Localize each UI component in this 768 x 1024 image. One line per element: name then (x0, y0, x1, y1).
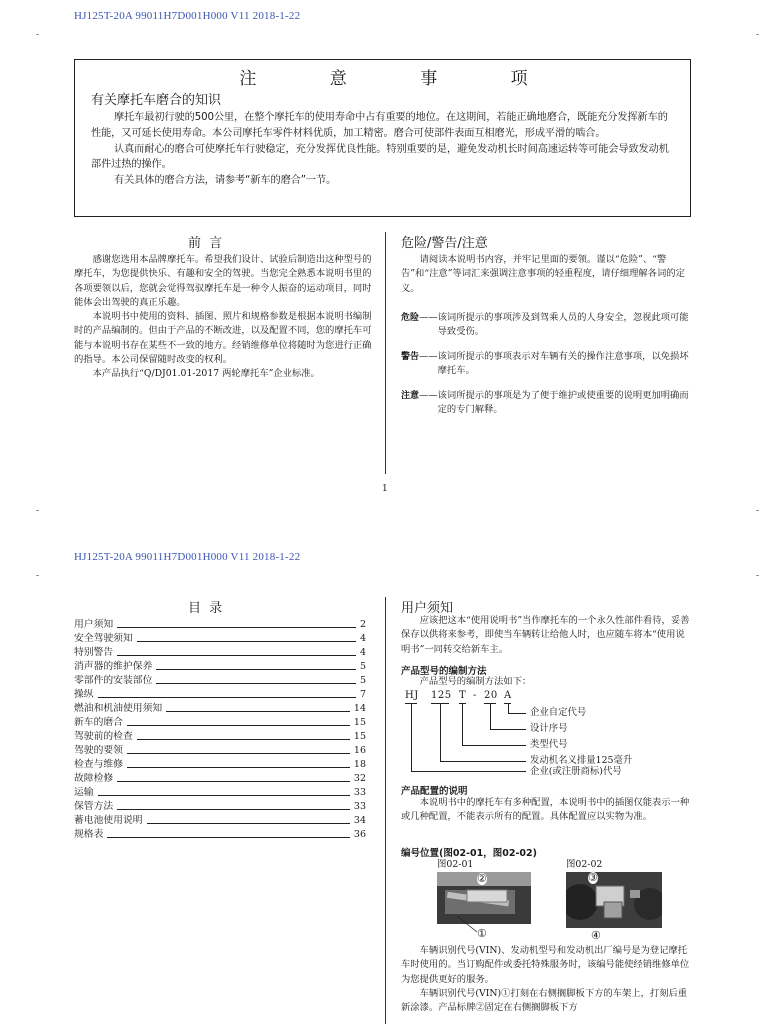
toc-leader (117, 627, 356, 628)
toc-leader (137, 739, 350, 740)
danger-title: 危险/警告/注意 (401, 236, 488, 251)
page-header: HJ125T-20A 99011H7D001H000 V11 2018-1-22 (74, 551, 301, 563)
toc-page: 15 (353, 717, 366, 728)
user-notice-intro (401, 614, 693, 657)
term-label: 注意 (401, 391, 420, 401)
toc-page: 36 (353, 829, 366, 840)
page-header: HJ125T-20A 99011H7D001H000 V11 2018-1-22 (74, 10, 301, 22)
toc-label: 驾驶前的检查 (74, 731, 133, 742)
code-label: 类型代号 (530, 739, 568, 750)
danger-intro (401, 253, 693, 296)
term-label: 警告 (401, 352, 420, 362)
preface-title: 前 言 (188, 236, 225, 251)
danger-intro-text: 请阅读本说明书内容，并牢记里面的要领。谨以“危险”、“警告”和“注意”等词汇来强调注意事项的轻重程度，请仔细理解各词的定义。 (401, 254, 685, 294)
preface-paragraph: 本说明书中使用的资料、插图、照片和规格参数是根据本说明书编制时的产品编制的。但由于产品的不断改进，以及配置不同，您的摩托车可能与本说明书存在某些不一致的地方。经销维修单位将随时为您进行正确的指导。本公司保留随时改变的权利。 (74, 311, 372, 366)
toc-page: 7 (359, 689, 366, 700)
figure-caption: 图02-02 (566, 859, 603, 870)
toc-page: 5 (359, 675, 366, 686)
toc-leader (156, 683, 356, 684)
toc-leader (98, 697, 356, 698)
toc-label: 新车的磨合 (74, 717, 123, 728)
term-label: 危险 (401, 313, 420, 323)
config-body (401, 796, 693, 825)
crop-mark (36, 34, 39, 35)
toc-label: 零部件的安装部位 (74, 675, 153, 686)
toc-row[interactable] (74, 800, 366, 814)
toc-row[interactable] (74, 786, 366, 800)
toc-label: 驾驶的要领 (74, 745, 123, 756)
code-part: A (504, 690, 512, 701)
page-number: 1 (382, 484, 388, 494)
vin-body (401, 944, 693, 1015)
toc-row[interactable] (74, 674, 366, 688)
figure-caption: 图02-01 (437, 859, 474, 870)
config-title: 产品配置的说明 (401, 786, 468, 797)
toc-label: 燃油和机油使用须知 (74, 703, 163, 714)
term-text: 该词所提示的事项表示对车辆有关的操作注意事项，以免损坏摩托车。 (437, 351, 689, 377)
toc-row[interactable] (74, 716, 366, 730)
crop-mark (756, 34, 759, 35)
toc-title: 目 录 (188, 601, 225, 616)
figure-02-01 (437, 872, 531, 948)
callout-marker: ② (477, 872, 487, 885)
toc-leader (117, 655, 356, 656)
vin-paragraph: 车辆识别代号(VIN)、发动机型号和发动机出厂编号是为登记摩托车时使用的。当订购配件或委托特殊服务时，该编号能使经销维修单位为您提供更好的服务。 (401, 945, 690, 985)
toc-label: 保管方法 (74, 801, 114, 812)
code-label: 设计序号 (530, 723, 568, 734)
toc-row[interactable] (74, 772, 366, 786)
model-intro-text: 产品型号的编制方法如下： (419, 676, 532, 687)
toc-page: 16 (353, 745, 366, 756)
term-dash: —— (419, 390, 438, 401)
column-divider (385, 597, 386, 1024)
model-title: 产品型号的编制方法 (401, 666, 487, 677)
notice-box (74, 59, 691, 217)
toc-row[interactable] (74, 660, 366, 674)
position-title: 编号位置(图02-01，图02-02) (401, 848, 537, 859)
user-notice-title: 用户须知 (401, 601, 454, 616)
toc-leader (127, 725, 350, 726)
notice-subtitle: 有关摩托车磨合的知识 (91, 93, 222, 108)
toc-leader (117, 781, 350, 782)
callout-marker: ④ (591, 929, 601, 942)
toc-row[interactable] (74, 646, 366, 660)
toc-leader (117, 809, 350, 810)
toc-row[interactable] (74, 814, 366, 828)
toc-page: 4 (359, 633, 366, 644)
term-danger (401, 311, 693, 340)
toc-page: 34 (353, 815, 366, 826)
toc-leader (127, 753, 350, 754)
notice-paragraph: 摩托车最初行驶的500公里，在整个摩托车的使用寿命中占有重要的地位。在这期间，若能正确地磨合，既能充分发挥新车的性能，又可延长使用寿命。本公司摩托车零件材料优质，加工精密。磨合可使部件表面互相磨光，形成平滑的啮合。 (91, 112, 668, 139)
crop-mark (36, 510, 39, 511)
toc-row[interactable] (74, 744, 366, 758)
toc-label: 消声器的维护保养 (74, 661, 153, 672)
toc-page: 32 (353, 773, 366, 784)
toc-leader (107, 837, 350, 838)
config-text: 本说明书中的摩托车有多种配置，本说明书中的插图仅能表示一种或几种配置，不能表示所有的配置。具体配置应以实物为准。 (401, 797, 690, 823)
toc-label: 故障检修 (74, 773, 114, 784)
toc-label: 规格表 (74, 829, 104, 840)
toc-leader (137, 641, 356, 642)
toc-label: 安全驾驶须知 (74, 633, 133, 644)
toc-page: 15 (353, 731, 366, 742)
toc-leader (147, 823, 350, 824)
notice-paragraph: 认真而耐心的磨合可使摩托车行驶稳定，充分发挥优良性能。特别重要的是，避免发动机长时间高速运转等可能会导致发动机部件过热的操作。 (91, 143, 669, 171)
toc-label: 检查与维修 (74, 759, 123, 770)
callout-marker: ③ (588, 871, 598, 884)
notice-paragraph: 有关具体的磨合方法，请参考“新车的磨合”一节。 (114, 175, 337, 187)
column-divider (385, 232, 386, 474)
vin-paragraph: 车辆识别代号(VIN)①打刻在右侧搁脚板下方的车架上，打刻后重新涂漆。产品标牌②固定在右侧搁脚板下方 (401, 987, 688, 1014)
preface-body (74, 253, 377, 382)
toc-page: 14 (353, 703, 366, 714)
notice-title: 注 意 事 项 (239, 69, 562, 89)
toc-page: 2 (359, 619, 366, 630)
code-part: HJ (405, 690, 419, 701)
term-text: 该词所提示的事项是为了便于维护或使重要的说明更加明确而定的专门解释。 (437, 390, 689, 416)
toc-row[interactable] (74, 758, 366, 772)
crop-mark (756, 575, 759, 576)
term-warning (401, 350, 693, 379)
toc-label: 操纵 (74, 689, 94, 700)
preface-paragraph: 感谢您选用本品牌摩托车。希望我们设计、试验后制造出这种型号的摩托车，为您提供快乐、有趣和安全的驾驶。当您完全熟悉本说明书里的各项要领以后，您就会觉得驾驭摩托车是一种令人振奋的运动项目，同时能体会出驾驶的真正乐趣。 (74, 254, 372, 308)
toc-leader (166, 711, 350, 712)
toc-page: 33 (353, 787, 366, 798)
code-part: - (473, 690, 477, 701)
toc-row[interactable] (74, 688, 366, 702)
user-notice-text: 应该把这本“使用说明书”当作摩托车的一个永久性部件看待，妥善保存以供将来参考，即使当车辆转让给他人时，也应随车将本“使用说明书”一同转交给新车主。 (401, 615, 690, 655)
toc-leader (127, 767, 350, 768)
toc-label: 用户须知 (74, 619, 114, 630)
toc-label: 蓄电池使用说明 (74, 815, 143, 826)
term-caution (401, 389, 693, 418)
code-label: 企业(或注册商标)代号 (530, 766, 622, 777)
crop-mark (36, 575, 39, 576)
toc-row[interactable] (74, 730, 366, 744)
toc-label: 运输 (74, 787, 94, 798)
toc-page: 18 (353, 759, 366, 770)
toc-page: 5 (359, 661, 366, 672)
code-part: T (459, 690, 467, 701)
toc-label: 特别警告 (74, 647, 114, 658)
code-part: 125 (431, 690, 452, 701)
toc-row[interactable] (74, 632, 366, 646)
toc-row[interactable] (74, 618, 366, 632)
term-dash: —— (419, 351, 438, 362)
code-label: 企业自定代号 (530, 707, 587, 718)
preface-paragraph: 本产品执行“Q/DJ01.01-2017 两轮摩托车”企业标准。 (92, 368, 320, 380)
toc-page: 33 (353, 801, 366, 812)
toc-row[interactable] (74, 828, 366, 842)
term-dash: —— (419, 312, 438, 323)
toc-page: 4 (359, 647, 366, 658)
code-label: 发动机名义排量125毫升 (530, 755, 633, 766)
term-text: 该词所提示的事项涉及到驾乘人员的人身安全，忽视此项可能导致受伤。 (437, 312, 689, 338)
crop-mark (756, 510, 759, 511)
toc-leader (156, 669, 356, 670)
toc-leader (98, 795, 350, 796)
callout-marker: ① (477, 927, 487, 940)
model-intro (401, 675, 693, 689)
toc-row[interactable] (74, 702, 366, 716)
figure-02-02 (566, 872, 662, 948)
code-part: 20 (484, 690, 498, 701)
